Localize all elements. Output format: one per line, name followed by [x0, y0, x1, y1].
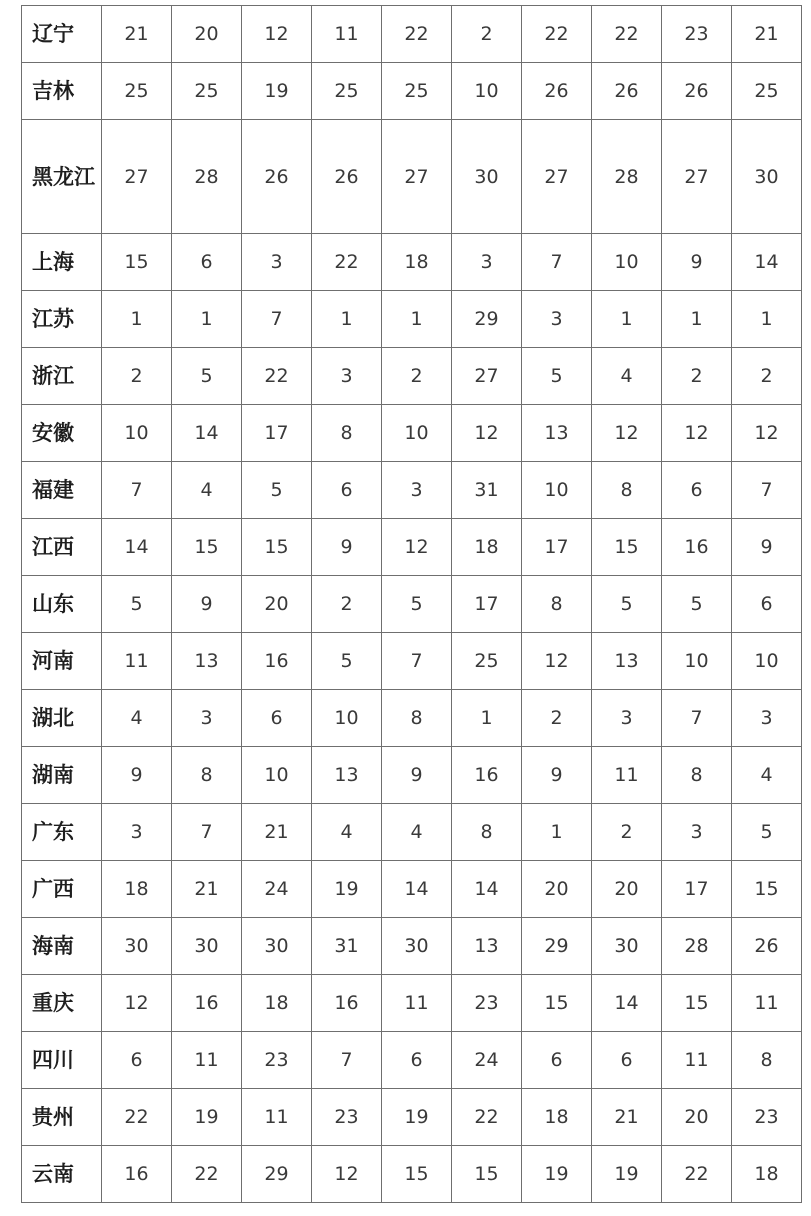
- rank-cell: 1: [312, 291, 382, 348]
- rank-cell: 4: [592, 348, 662, 405]
- rank-cell: 22: [662, 1146, 732, 1203]
- rank-cell: 1: [732, 291, 802, 348]
- rank-cell: 25: [312, 63, 382, 120]
- table-row: [22, 1146, 802, 1203]
- rank-cell: 15: [592, 519, 662, 576]
- rank-cell: 5: [172, 348, 242, 405]
- province-name-cell: 河南: [22, 633, 102, 690]
- rank-cell: 6: [592, 1032, 662, 1089]
- rank-cell: 22: [382, 6, 452, 63]
- rank-cell: 21: [592, 1089, 662, 1146]
- province-name-cell: 湖南: [22, 747, 102, 804]
- province-name-cell: 吉林: [22, 63, 102, 120]
- rank-cell: 27: [662, 120, 732, 234]
- rank-cell: 9: [102, 747, 172, 804]
- rank-cell: 12: [452, 405, 522, 462]
- rank-cell: 11: [382, 975, 452, 1032]
- rank-cell: 27: [522, 120, 592, 234]
- rank-cell: 12: [522, 633, 592, 690]
- rank-cell: 3: [102, 804, 172, 861]
- province-name-cell: 福建: [22, 462, 102, 519]
- rank-cell: 14: [452, 861, 522, 918]
- rank-cell: 21: [102, 6, 172, 63]
- rank-cell: 3: [172, 690, 242, 747]
- rank-cell: 11: [242, 1089, 312, 1146]
- province-name-cell: 上海: [22, 234, 102, 291]
- rank-cell: 8: [452, 804, 522, 861]
- rank-cell: 22: [242, 348, 312, 405]
- rank-cell: 16: [242, 633, 312, 690]
- rank-cell: 13: [172, 633, 242, 690]
- province-name-cell: 广东: [22, 804, 102, 861]
- rank-cell: 9: [522, 747, 592, 804]
- rank-cell: 5: [242, 462, 312, 519]
- rank-cell: 13: [592, 633, 662, 690]
- rank-cell: 10: [592, 234, 662, 291]
- rank-cell: 7: [382, 633, 452, 690]
- rank-cell: 12: [662, 405, 732, 462]
- rank-cell: 14: [732, 234, 802, 291]
- rank-cell: 11: [312, 6, 382, 63]
- rank-cell: 20: [662, 1089, 732, 1146]
- rank-cell: 9: [732, 519, 802, 576]
- rank-cell: 9: [662, 234, 732, 291]
- rank-cell: 10: [452, 63, 522, 120]
- rank-cell: 31: [312, 918, 382, 975]
- rank-cell: 16: [312, 975, 382, 1032]
- rank-cell: 10: [522, 462, 592, 519]
- rank-cell: 1: [172, 291, 242, 348]
- rank-cell: 6: [172, 234, 242, 291]
- rank-cell: 6: [102, 1032, 172, 1089]
- rank-cell: 3: [382, 462, 452, 519]
- rank-cell: 17: [452, 576, 522, 633]
- rank-cell: 5: [662, 576, 732, 633]
- rank-cell: 18: [382, 234, 452, 291]
- rank-cell: 14: [592, 975, 662, 1032]
- rank-cell: 8: [592, 462, 662, 519]
- rank-cell: 15: [522, 975, 592, 1032]
- rank-cell: 10: [662, 633, 732, 690]
- rank-cell: 9: [382, 747, 452, 804]
- rank-cell: 15: [102, 234, 172, 291]
- rank-cell: 30: [592, 918, 662, 975]
- rank-cell: 22: [102, 1089, 172, 1146]
- rank-cell: 13: [522, 405, 592, 462]
- rank-cell: 1: [452, 690, 522, 747]
- rank-cell: 7: [242, 291, 312, 348]
- rank-cell: 3: [452, 234, 522, 291]
- rank-cell: 12: [312, 1146, 382, 1203]
- rank-cell: 15: [732, 861, 802, 918]
- table-row: [22, 291, 802, 348]
- rank-cell: 17: [242, 405, 312, 462]
- rank-cell: 30: [242, 918, 312, 975]
- rank-cell: 2: [102, 348, 172, 405]
- table-row: [22, 975, 802, 1032]
- rank-cell: 6: [382, 1032, 452, 1089]
- province-name-cell: 黑龙江: [22, 120, 102, 234]
- rank-cell: 4: [312, 804, 382, 861]
- rank-cell: 22: [592, 6, 662, 63]
- rank-cell: 26: [592, 63, 662, 120]
- province-name-cell: 重庆: [22, 975, 102, 1032]
- rank-cell: 2: [732, 348, 802, 405]
- table-body: [22, 6, 802, 1203]
- rank-cell: 11: [732, 975, 802, 1032]
- rank-cell: 8: [522, 576, 592, 633]
- rank-cell: 2: [382, 348, 452, 405]
- rank-cell: 11: [102, 633, 172, 690]
- rank-cell: 25: [172, 63, 242, 120]
- rank-cell: 10: [382, 405, 452, 462]
- rank-cell: 4: [732, 747, 802, 804]
- rank-cell: 15: [172, 519, 242, 576]
- rank-cell: 14: [102, 519, 172, 576]
- table-row: [22, 405, 802, 462]
- rank-cell: 7: [102, 462, 172, 519]
- rank-cell: 19: [172, 1089, 242, 1146]
- rank-cell: 7: [172, 804, 242, 861]
- rank-cell: 8: [662, 747, 732, 804]
- rank-cell: 25: [732, 63, 802, 120]
- rank-cell: 1: [382, 291, 452, 348]
- table-row: [22, 63, 802, 120]
- rank-cell: 12: [102, 975, 172, 1032]
- rank-cell: 4: [102, 690, 172, 747]
- rank-cell: 24: [242, 861, 312, 918]
- rank-cell: 25: [452, 633, 522, 690]
- rank-cell: 19: [382, 1089, 452, 1146]
- rank-cell: 11: [592, 747, 662, 804]
- rank-cell: 8: [732, 1032, 802, 1089]
- rank-cell: 15: [662, 975, 732, 1032]
- rank-cell: 16: [452, 747, 522, 804]
- rank-cell: 26: [732, 918, 802, 975]
- rank-cell: 7: [522, 234, 592, 291]
- province-name-cell: 山东: [22, 576, 102, 633]
- rank-cell: 9: [172, 576, 242, 633]
- rank-cell: 20: [522, 861, 592, 918]
- rank-cell: 10: [732, 633, 802, 690]
- table-row: [22, 804, 802, 861]
- rank-cell: 17: [522, 519, 592, 576]
- rank-cell: 10: [102, 405, 172, 462]
- province-name-cell: 四川: [22, 1032, 102, 1089]
- rank-cell: 20: [592, 861, 662, 918]
- rank-cell: 1: [662, 291, 732, 348]
- rank-cell: 26: [242, 120, 312, 234]
- rank-cell: 1: [102, 291, 172, 348]
- rank-cell: 10: [242, 747, 312, 804]
- rank-cell: 3: [522, 291, 592, 348]
- rank-cell: 7: [662, 690, 732, 747]
- rank-cell: 30: [102, 918, 172, 975]
- rank-cell: 5: [312, 633, 382, 690]
- rank-cell: 25: [102, 63, 172, 120]
- table-row: [22, 120, 802, 234]
- rank-cell: 29: [522, 918, 592, 975]
- table-row: [22, 690, 802, 747]
- province-name-cell: 辽宁: [22, 6, 102, 63]
- rank-cell: 28: [662, 918, 732, 975]
- rank-cell: 19: [242, 63, 312, 120]
- table-row: [22, 747, 802, 804]
- rank-cell: 15: [452, 1146, 522, 1203]
- rank-cell: 18: [452, 519, 522, 576]
- rank-cell: 15: [382, 1146, 452, 1203]
- rank-cell: 6: [662, 462, 732, 519]
- rank-cell: 21: [172, 861, 242, 918]
- rank-cell: 11: [662, 1032, 732, 1089]
- rank-cell: 25: [382, 63, 452, 120]
- province-name-cell: 江苏: [22, 291, 102, 348]
- rank-cell: 22: [172, 1146, 242, 1203]
- rank-cell: 16: [102, 1146, 172, 1203]
- rank-cell: 22: [452, 1089, 522, 1146]
- rank-cell: 12: [382, 519, 452, 576]
- rank-cell: 13: [312, 747, 382, 804]
- rank-cell: 14: [382, 861, 452, 918]
- rank-cell: 5: [522, 348, 592, 405]
- table-row: [22, 1032, 802, 1089]
- rank-cell: 12: [242, 6, 312, 63]
- rank-cell: 23: [242, 1032, 312, 1089]
- table-row: [22, 861, 802, 918]
- rank-cell: 11: [172, 1032, 242, 1089]
- province-name-cell: 安徽: [22, 405, 102, 462]
- rank-cell: 8: [312, 405, 382, 462]
- province-name-cell: 湖北: [22, 690, 102, 747]
- rank-cell: 20: [242, 576, 312, 633]
- table-row: [22, 348, 802, 405]
- rank-cell: 30: [732, 120, 802, 234]
- province-name-cell: 贵州: [22, 1089, 102, 1146]
- rank-cell: 9: [312, 519, 382, 576]
- rank-cell: 23: [732, 1089, 802, 1146]
- rank-cell: 12: [732, 405, 802, 462]
- rank-cell: 4: [172, 462, 242, 519]
- province-name-cell: 云南: [22, 1146, 102, 1203]
- rank-cell: 8: [382, 690, 452, 747]
- table-row: [22, 633, 802, 690]
- table-row: [22, 462, 802, 519]
- rank-cell: 21: [242, 804, 312, 861]
- table-row: [22, 234, 802, 291]
- rank-cell: 4: [382, 804, 452, 861]
- rank-cell: 26: [662, 63, 732, 120]
- rank-cell: 19: [522, 1146, 592, 1203]
- rank-cell: 5: [382, 576, 452, 633]
- rank-cell: 18: [242, 975, 312, 1032]
- rank-cell: 2: [662, 348, 732, 405]
- rank-cell: 14: [172, 405, 242, 462]
- rank-cell: 23: [452, 975, 522, 1032]
- rank-cell: 6: [242, 690, 312, 747]
- rank-cell: 27: [382, 120, 452, 234]
- rank-cell: 22: [312, 234, 382, 291]
- rank-cell: 29: [452, 291, 522, 348]
- province-name-cell: 江西: [22, 519, 102, 576]
- rank-cell: 2: [452, 6, 522, 63]
- rank-cell: 3: [312, 348, 382, 405]
- rank-cell: 31: [452, 462, 522, 519]
- rank-cell: 21: [732, 6, 802, 63]
- province-name-cell: 浙江: [22, 348, 102, 405]
- rank-cell: 2: [522, 690, 592, 747]
- rank-cell: 6: [522, 1032, 592, 1089]
- rank-cell: 10: [312, 690, 382, 747]
- rank-cell: 27: [102, 120, 172, 234]
- rank-cell: 29: [242, 1146, 312, 1203]
- rank-cell: 3: [592, 690, 662, 747]
- rank-cell: 6: [732, 576, 802, 633]
- rank-cell: 5: [732, 804, 802, 861]
- rank-cell: 12: [592, 405, 662, 462]
- rank-cell: 2: [312, 576, 382, 633]
- rank-cell: 16: [662, 519, 732, 576]
- rank-cell: 28: [592, 120, 662, 234]
- table-row: [22, 519, 802, 576]
- rank-cell: 3: [662, 804, 732, 861]
- rank-cell: 23: [662, 6, 732, 63]
- rank-cell: 17: [662, 861, 732, 918]
- rank-cell: 3: [732, 690, 802, 747]
- rank-cell: 27: [452, 348, 522, 405]
- rank-cell: 19: [312, 861, 382, 918]
- rank-cell: 2: [592, 804, 662, 861]
- rank-cell: 19: [592, 1146, 662, 1203]
- rank-cell: 16: [172, 975, 242, 1032]
- province-name-cell: 海南: [22, 918, 102, 975]
- rank-cell: 24: [452, 1032, 522, 1089]
- rank-cell: 28: [172, 120, 242, 234]
- rank-cell: 22: [522, 6, 592, 63]
- table-row: [22, 918, 802, 975]
- rank-cell: 1: [592, 291, 662, 348]
- ranking-table: [21, 5, 802, 1203]
- rank-cell: 26: [522, 63, 592, 120]
- rank-cell: 18: [522, 1089, 592, 1146]
- rank-cell: 26: [312, 120, 382, 234]
- table-row: [22, 1089, 802, 1146]
- rank-cell: 5: [592, 576, 662, 633]
- rank-cell: 30: [452, 120, 522, 234]
- rank-cell: 13: [452, 918, 522, 975]
- rank-cell: 30: [172, 918, 242, 975]
- rank-cell: 18: [732, 1146, 802, 1203]
- rank-cell: 1: [522, 804, 592, 861]
- rank-cell: 7: [732, 462, 802, 519]
- rank-cell: 30: [382, 918, 452, 975]
- rank-cell: 3: [242, 234, 312, 291]
- rank-cell: 5: [102, 576, 172, 633]
- province-name-cell: 广西: [22, 861, 102, 918]
- rank-cell: 18: [102, 861, 172, 918]
- rank-cell: 23: [312, 1089, 382, 1146]
- rank-cell: 8: [172, 747, 242, 804]
- table-row: [22, 576, 802, 633]
- rank-cell: 15: [242, 519, 312, 576]
- rank-cell: 6: [312, 462, 382, 519]
- table-row: [22, 6, 802, 63]
- rank-cell: 20: [172, 6, 242, 63]
- rank-cell: 7: [312, 1032, 382, 1089]
